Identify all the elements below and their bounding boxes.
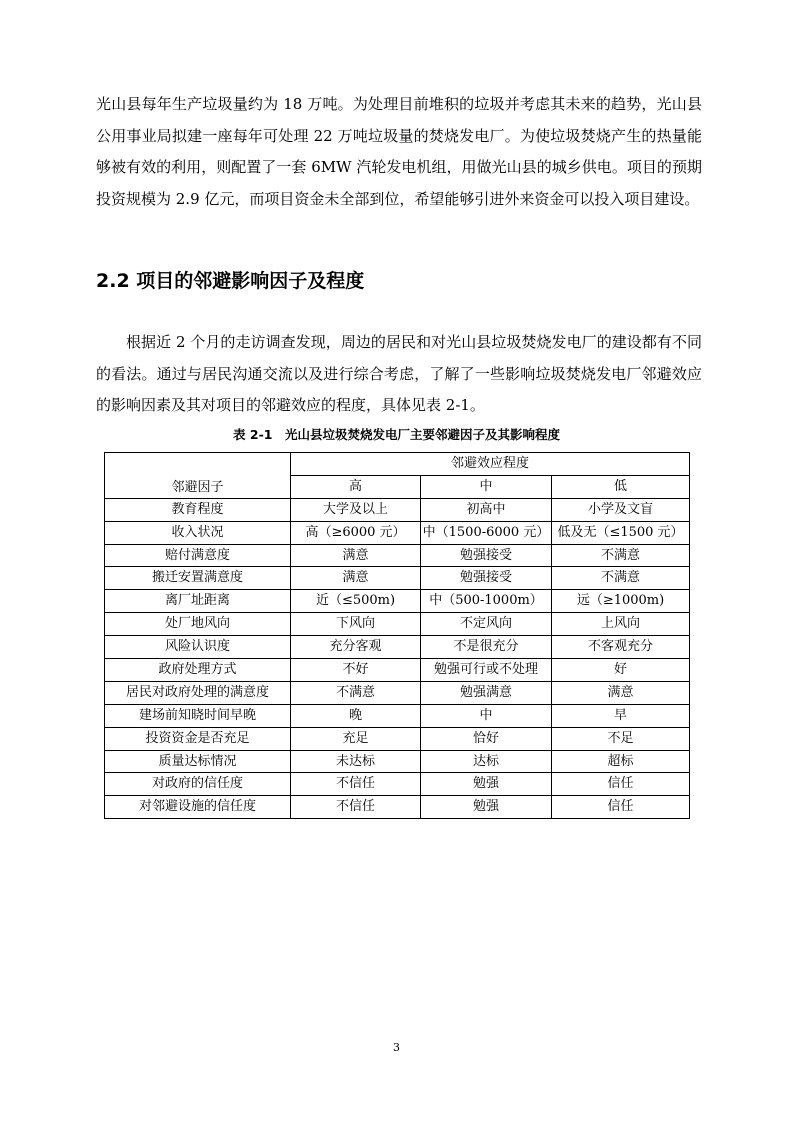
high-effect-cell: 晚 bbox=[291, 704, 421, 727]
factor-cell: 赔付满意度 bbox=[105, 544, 291, 567]
mid-effect-cell: 勉强可行或不处理 bbox=[421, 659, 552, 682]
mid-effect-cell: 初高中 bbox=[421, 498, 552, 521]
factor-cell: 教育程度 bbox=[105, 498, 291, 521]
high-effect-cell: 不信任 bbox=[291, 796, 421, 819]
high-effect-cell: 未达标 bbox=[291, 750, 421, 773]
mid-effect-cell: 中（500-1000m） bbox=[421, 590, 552, 613]
table-row bbox=[105, 704, 690, 727]
low-effect-cell: 信任 bbox=[552, 773, 690, 796]
level-mid-cell: 中 bbox=[421, 475, 552, 498]
mid-effect-cell: 达标 bbox=[421, 750, 552, 773]
low-effect-cell: 超标 bbox=[552, 750, 690, 773]
table-row bbox=[105, 636, 690, 659]
nimby-factor-table bbox=[104, 452, 690, 819]
high-effect-cell: 高（≥6000 元） bbox=[291, 521, 421, 544]
table-row bbox=[105, 659, 690, 682]
high-effect-cell: 大学及以上 bbox=[291, 498, 421, 521]
level-high-cell: 高 bbox=[291, 475, 421, 498]
factor-cell: 对邻避设施的信任度 bbox=[105, 796, 291, 819]
low-effect-cell: 不客观充分 bbox=[552, 636, 690, 659]
mid-effect-cell: 勉强 bbox=[421, 773, 552, 796]
section-heading: 2.2 项目的邻避影响因子及程度 bbox=[96, 270, 365, 292]
table-row bbox=[105, 750, 690, 773]
table-row bbox=[105, 590, 690, 613]
factor-cell: 居民对政府处理的满意度 bbox=[105, 681, 291, 704]
factor-cell: 处厂地风向 bbox=[105, 613, 291, 636]
low-effect-cell: 好 bbox=[552, 659, 690, 682]
factor-cell: 政府处理方式 bbox=[105, 659, 291, 682]
low-effect-cell: 小学及文盲 bbox=[552, 498, 690, 521]
mid-effect-cell: 中（1500-6000 元） bbox=[421, 521, 552, 544]
low-effect-cell: 信任 bbox=[552, 796, 690, 819]
mid-effect-cell: 勉强接受 bbox=[421, 567, 552, 590]
mid-effect-cell: 中 bbox=[421, 704, 552, 727]
effect-header-cell: 邻避效应程度 bbox=[291, 453, 690, 476]
low-effect-cell: 远（≥1000m) bbox=[552, 590, 690, 613]
table-row bbox=[105, 773, 690, 796]
low-effect-cell: 上风向 bbox=[552, 613, 690, 636]
factor-cell: 投资资金是否充足 bbox=[105, 727, 291, 750]
factor-cell: 建场前知晓时间早晚 bbox=[105, 704, 291, 727]
high-effect-cell: 充分客观 bbox=[291, 636, 421, 659]
factor-header-cell: 邻避因子 bbox=[105, 453, 291, 499]
table-row bbox=[105, 544, 690, 567]
mid-effect-cell: 不定风向 bbox=[421, 613, 552, 636]
high-effect-cell: 近（≤500m) bbox=[291, 590, 421, 613]
table-caption: 表 2-1 光山县垃圾焚烧发电厂主要邻避因子及其影响程度 bbox=[233, 427, 560, 442]
intro-paragraph: 光山县每年生产垃圾量约为 18 万吨。为处理目前堆积的垃圾并考虑其未来的趋势，光山县公用事业局拟建一座每年可处理 22 万吨垃圾量的焚烧发电厂。为使垃圾焚烧产生的热量能够被有效的利用，则配置了一套 6MW 汽轮发电机组，用做光山县的城乡供电。项目的预期投资规模为 2.9 亿元，而项目资金未全部到位，希望能够引进外来资金可以投入项目建设。 bbox=[96, 95, 702, 208]
mid-effect-cell: 不是很充分 bbox=[421, 636, 552, 659]
mid-effect-cell: 勉强 bbox=[421, 796, 552, 819]
mid-effect-cell: 勉强满意 bbox=[421, 681, 552, 704]
high-effect-cell: 不信任 bbox=[291, 773, 421, 796]
high-effect-cell: 充足 bbox=[291, 727, 421, 750]
high-effect-cell: 满意 bbox=[291, 567, 421, 590]
low-effect-cell: 满意 bbox=[552, 681, 690, 704]
low-effect-cell: 不满意 bbox=[552, 567, 690, 590]
factor-cell: 风险认识度 bbox=[105, 636, 291, 659]
table-header-row bbox=[105, 453, 690, 476]
factor-cell: 离厂址距离 bbox=[105, 590, 291, 613]
mid-effect-cell: 恰好 bbox=[421, 727, 552, 750]
survey-paragraph: 根据近 2 个月的走访调查发现，周边的居民和对光山县垃圾焚烧发电厂的建设都有不同的看法。通过与居民沟通交流以及进行综合考虑，了解了一些影响垃圾焚烧发电厂邻避效应的影响因素及其对项目的邻避效应的程度，具体见表 2-1。 bbox=[96, 333, 702, 414]
high-effect-cell: 下风向 bbox=[291, 613, 421, 636]
table-row bbox=[105, 567, 690, 590]
high-effect-cell: 不好 bbox=[291, 659, 421, 682]
mid-effect-cell: 勉强接受 bbox=[421, 544, 552, 567]
level-low-cell: 低 bbox=[552, 475, 690, 498]
factor-cell: 对政府的信任度 bbox=[105, 773, 291, 796]
factor-cell: 收入状况 bbox=[105, 521, 291, 544]
page-number: 3 bbox=[393, 1041, 400, 1054]
factor-cell: 搬迁安置满意度 bbox=[105, 567, 291, 590]
high-effect-cell: 满意 bbox=[291, 544, 421, 567]
table-row bbox=[105, 613, 690, 636]
table-row bbox=[105, 521, 690, 544]
table-row bbox=[105, 498, 690, 521]
low-effect-cell: 不足 bbox=[552, 727, 690, 750]
high-effect-cell: 不满意 bbox=[291, 681, 421, 704]
table-row bbox=[105, 727, 690, 750]
low-effect-cell: 低及无（≤1500 元） bbox=[552, 521, 690, 544]
table-row bbox=[105, 681, 690, 704]
factor-cell: 质量达标情况 bbox=[105, 750, 291, 773]
table-row bbox=[105, 796, 690, 819]
low-effect-cell: 早 bbox=[552, 704, 690, 727]
low-effect-cell: 不满意 bbox=[552, 544, 690, 567]
